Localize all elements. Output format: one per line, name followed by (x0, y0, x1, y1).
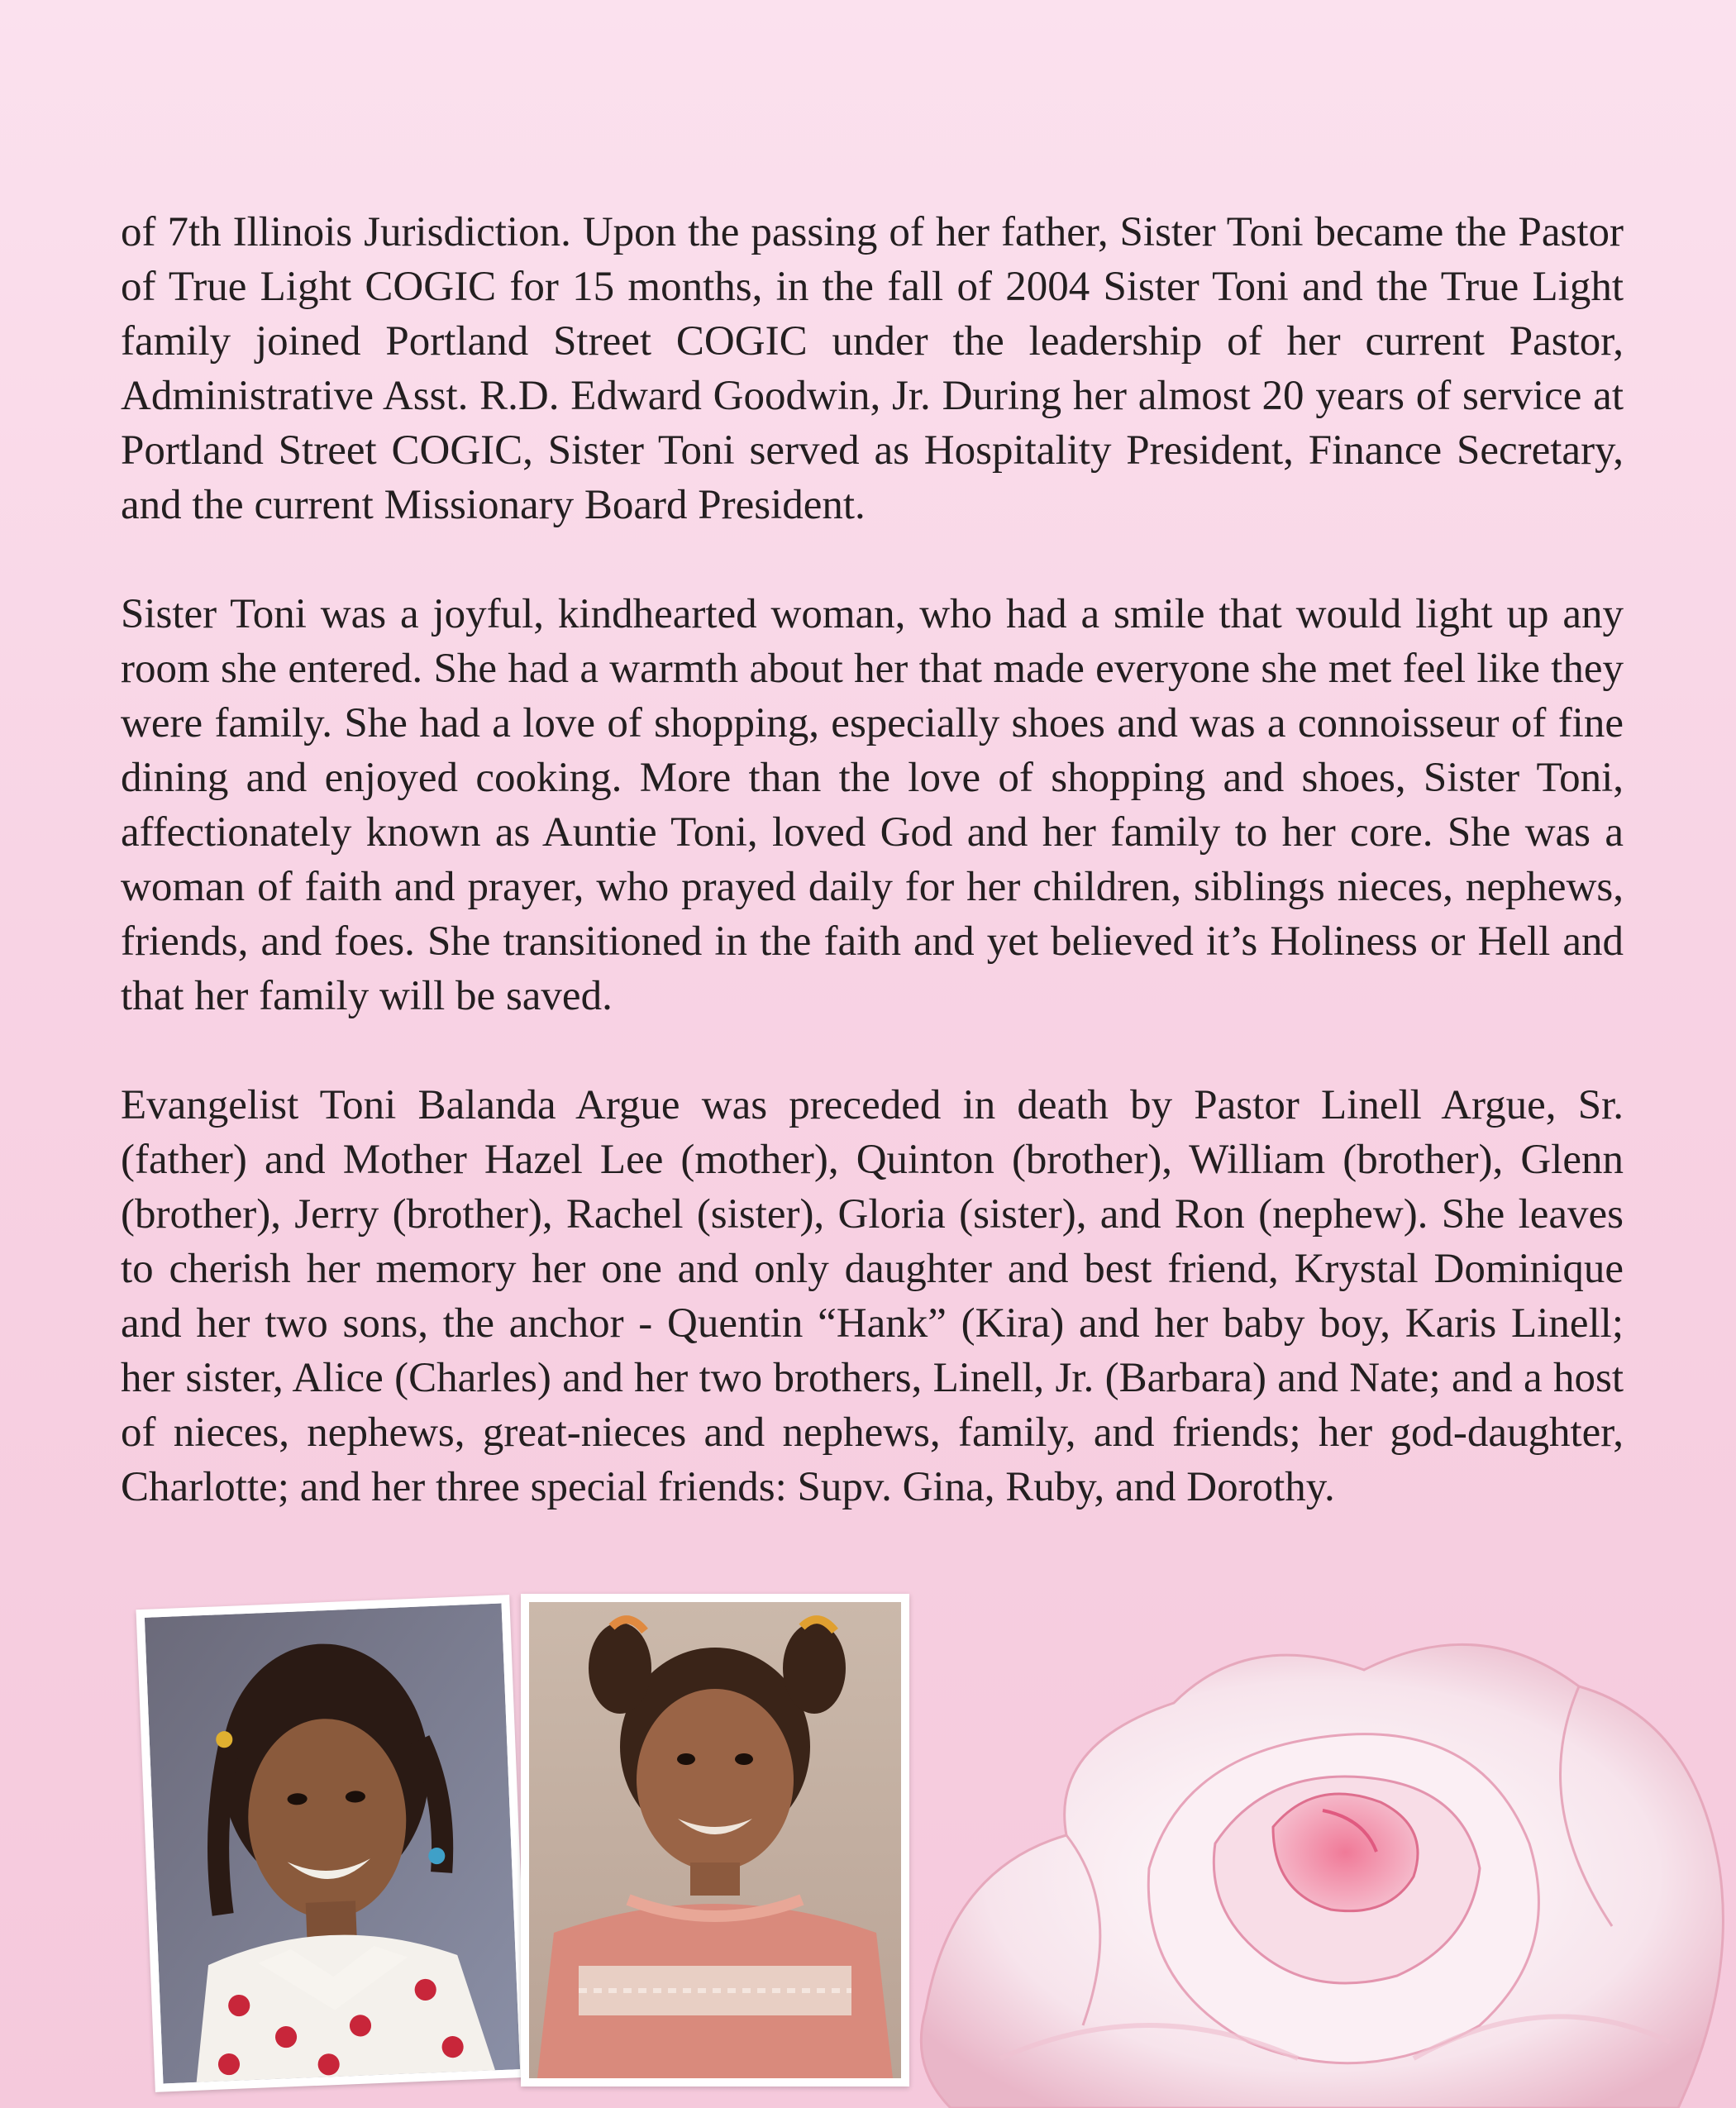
rose-illustration (901, 1595, 1736, 2108)
childhood-photo-right (521, 1594, 909, 2087)
paragraph-character: Sister Toni was a joyful, kindhearted woman, who had a smile that would light up any room she entered. She had a warmth about her that made everyone she met feel like they were family. She had a love of shopping, especially shoes and was a connoisseur of fine dining and enjoyed cooking. More than the love of shopping and shoes, Sister Toni, affectionately known as Auntie Toni, loved God and her family to her core. She was a woman of faith and prayer, who prayed daily for her children, siblings nieces, nephews, friends, and foes. She transitioned in the faith and yet believed it’s Holiness or Hell and that her family will be saved. (121, 591, 1624, 1019)
childhood-portrait-image (529, 1602, 901, 2078)
childhood-portrait-image (145, 1604, 520, 2084)
childhood-photo-left (136, 1595, 528, 2092)
obituary-text (121, 205, 1624, 1569)
paragraph-service: of 7th Illinois Jurisdiction. Upon the passing of her father, Sister Toni became the Pastor of True Light COGIC for 15 months, in the fall of 2004 Sister Toni and the True Light family joined Portland Street COGIC under the leadership of her current Pastor, Administrative Asst. R.D. Edward Goodwin, Jr. During her almost 20 years of service at Portland Street COGIC, Sister Toni served as Hospitality President, Finance Secretary, and the current Missionary Board President. (121, 209, 1624, 528)
paragraph-family: Evangelist Toni Balanda Argue was preceded in death by Pastor Linell Argue, Sr. (father) and Mother Hazel Lee (mother), Quinton (brother), William (brother), Glenn (brother), Jerry (brother), Rachel (sister), Gloria (sister), and Ron (nephew). She leaves to cherish her memory her one and only daughter and best friend, Krystal Dominique and her two sons, the anchor - Quentin “Hank” (Kira) and her baby boy, Karis Linell; her sister, Alice (Charles) and her two brothers, Linell, Jr. (Barbara) and Nate; and a host of nieces, nephews, great-nieces and nephews, family, and friends; her god-daughter, Charlotte; and her three special friends: Supv. Gina, Ruby, and Dorothy. (121, 1082, 1624, 1510)
